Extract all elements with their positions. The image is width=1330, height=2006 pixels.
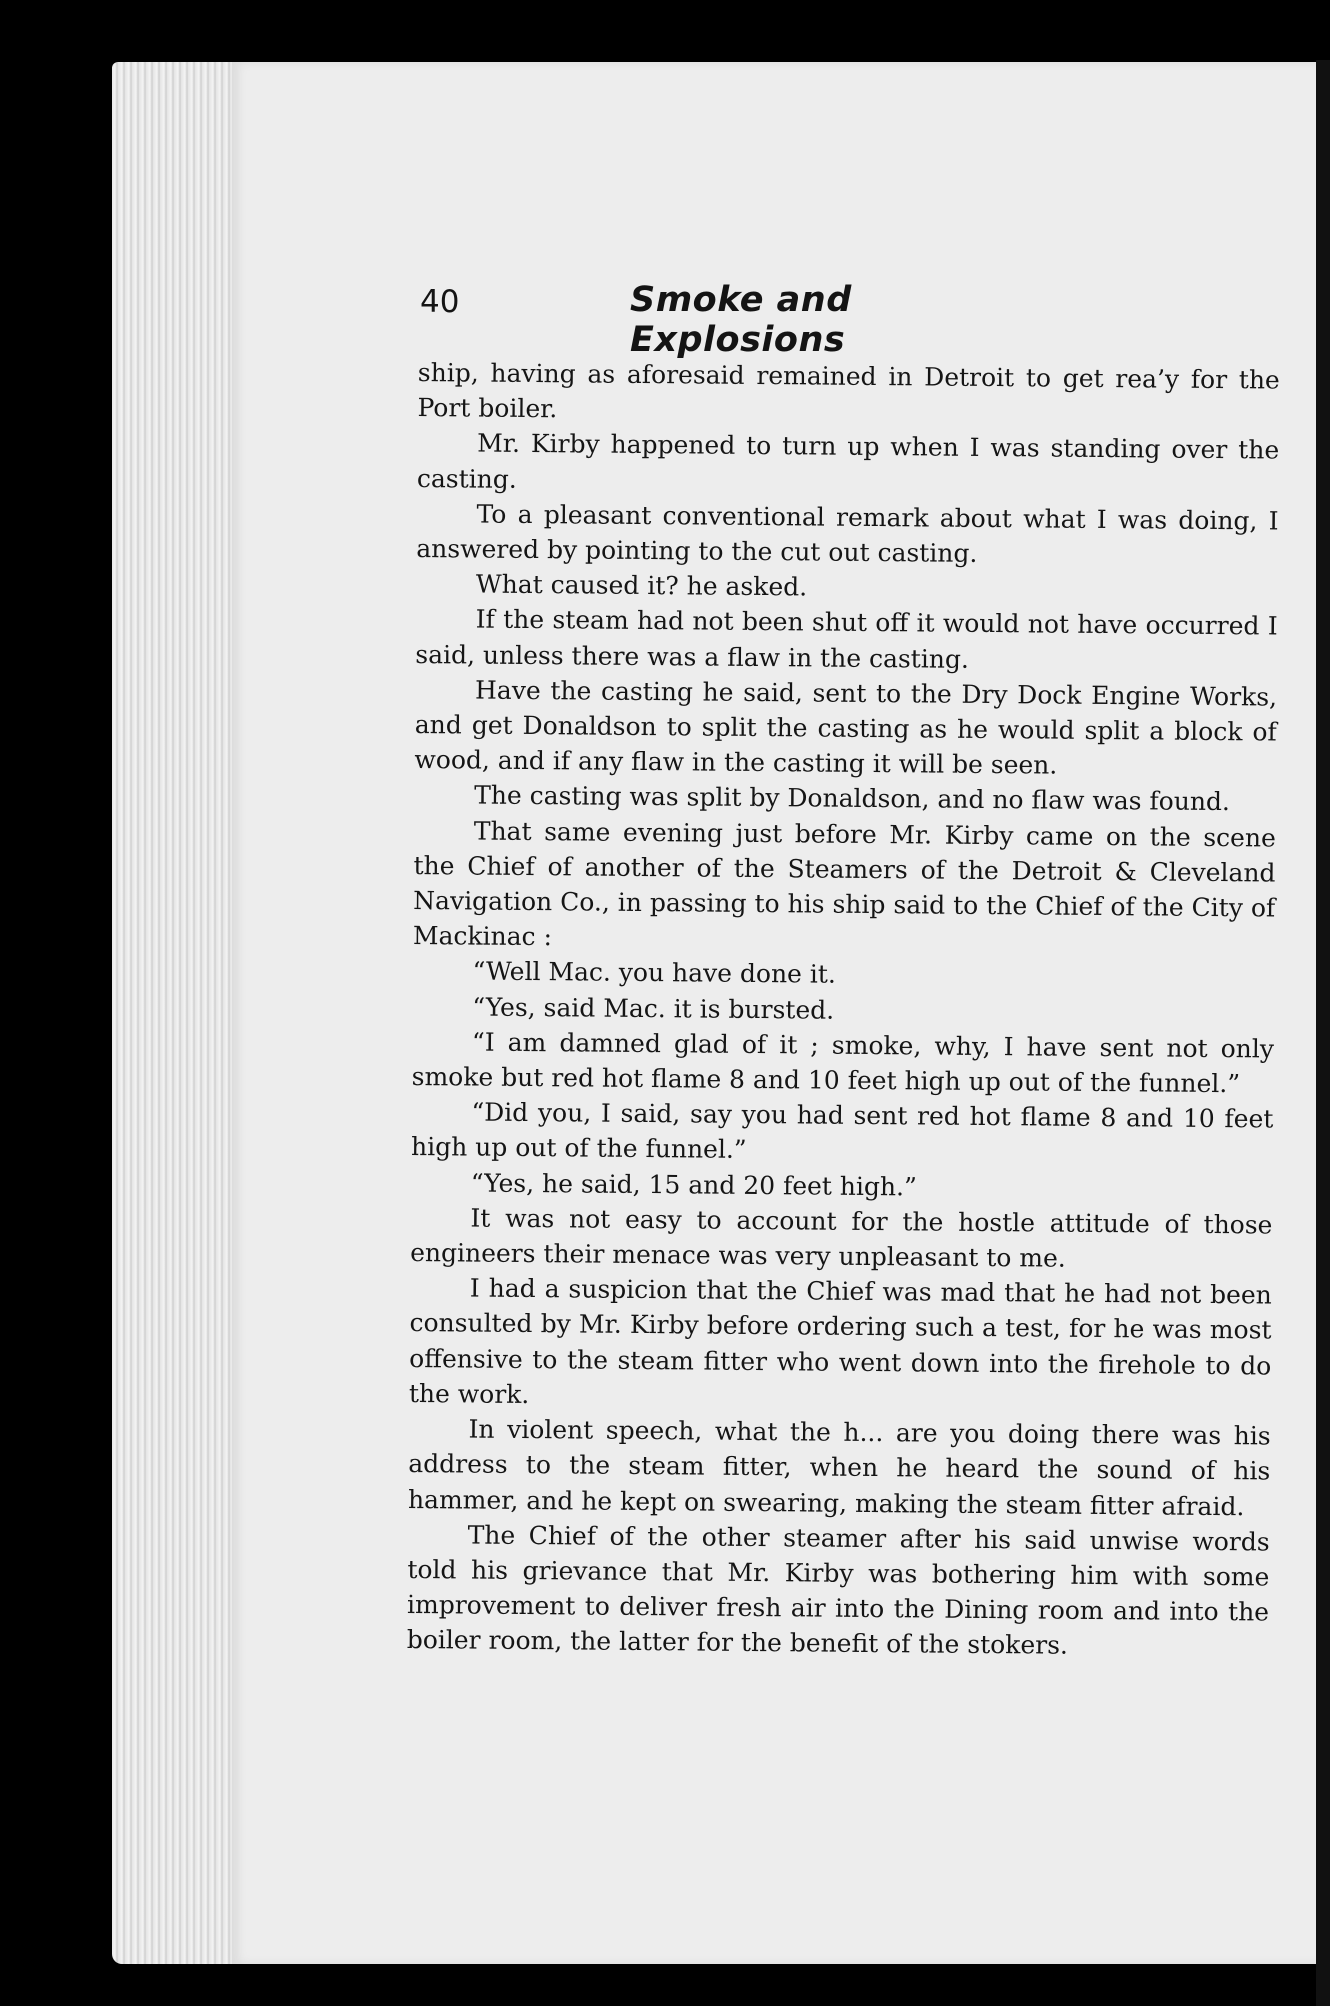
scan-border <box>1316 60 1330 2006</box>
paragraph: If the steam had not been shut off it would not have occurred I said, unless there was a flaw in the casting. <box>415 604 1278 674</box>
paragraph: The casting was split by Donaldson, and no flaw was found. <box>474 780 1231 817</box>
paragraph: “Yes, he said, 15 and 20 feet high.” <box>470 1168 917 1202</box>
running-title: Smoke and Explosions <box>630 280 852 360</box>
paragraph: It was not easy to account for the hostle attitude of those engineers their menace was very unpleasant to me. <box>410 1203 1273 1273</box>
paragraph: “Yes, said Mac. it is bursted. <box>472 992 835 1025</box>
paragraph: To a pleasant conventional remark about what I was doing, I answered by pointing to the cut out casting. <box>416 499 1279 568</box>
paragraph: In violent speech, what the h... are you doing there was his address to the steam fitter, when he heard the sound of his hammer, and he kept on swearing, making the steam fitter afraid. <box>407 1414 1271 1521</box>
paragraph: What caused it? he asked. <box>475 569 808 602</box>
page-stack-edges <box>112 62 247 1964</box>
page-header <box>420 280 1070 360</box>
paragraph: “I am damned glad of it ; smoke, why, I have sent not only smoke but red hot flame 8 and 10 feet high up out of the funnel.” <box>411 1027 1275 1099</box>
paragraph: “Did you, I said, say you had sent red hot flame 8 and 10 feet high up out of the funnel.” <box>410 1097 1274 1165</box>
paragraph: ship, having as aforesaid remained in Detroit to get rea’y for the Port boiler. <box>417 357 1280 424</box>
paragraph: The Chief of the other steamer after his said unwise words told his grievance that Mr. Kirby was bothering him with some improvement to deliver fresh air into the Dining room and into the boiler room, the latter for the benefit of the stokers. <box>406 1520 1270 1661</box>
paragraph: Mr. Kirby happened to turn up when I was standing over the casting. <box>416 428 1280 494</box>
paragraph: I had a suspicion that the Chief was mad that he had not been consulted by Mr. Kirby before ordering such a test, for he was most offensive to the steam fitter who went down into the firehole to do the work. <box>408 1273 1272 1409</box>
paragraph: “Well Mac. you have done it. <box>472 956 836 990</box>
paragraph: That same evening just before Mr. Kirby came on the scene the Chief of another of the Steamers of the Detroit & Cleveland Navigation Co., in passing to his ship said to the Chief of the City of Mackinac : <box>412 816 1276 952</box>
body-text <box>407 355 1280 1665</box>
page-number: 40 <box>420 284 460 320</box>
paragraph: Have the casting he said, sent to the Dry Dock Engine Works, and get Donaldson to split the casting as he would split a block of wood, and if any flaw in the casting it will be seen. <box>414 675 1278 780</box>
